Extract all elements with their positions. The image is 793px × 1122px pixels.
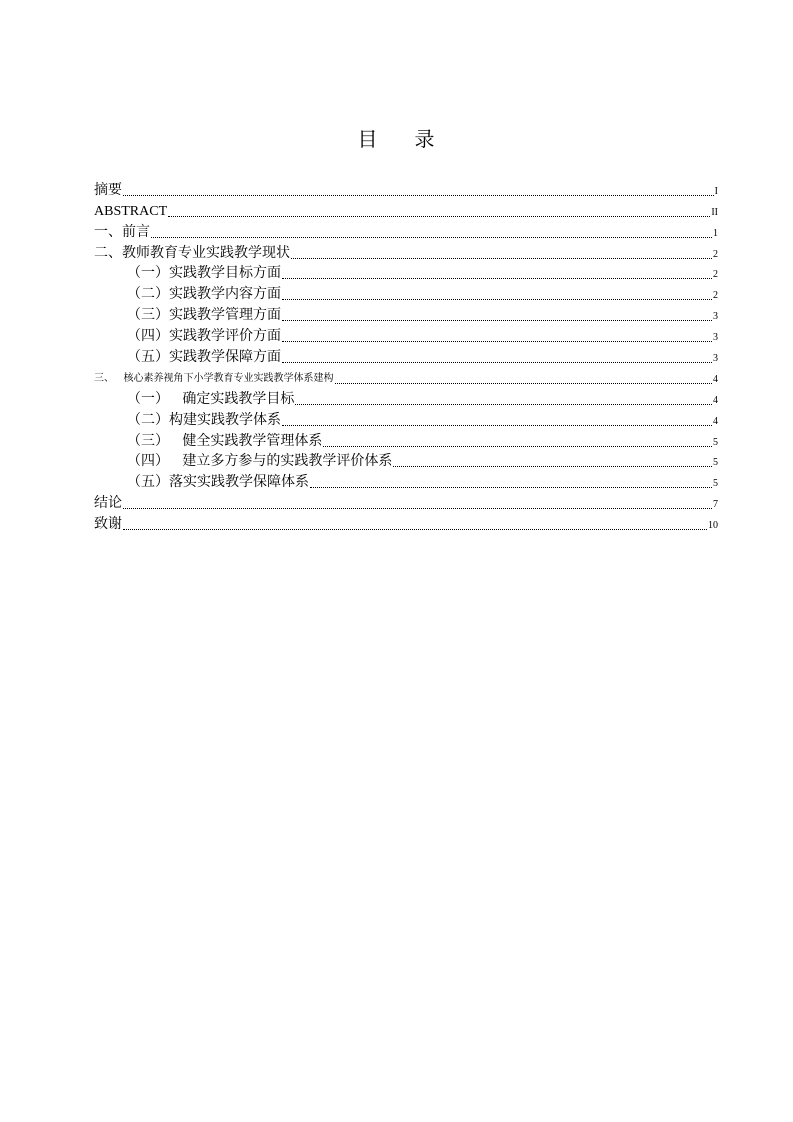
toc-entry-label: 致谢: [94, 516, 122, 533]
dot-leader: [323, 446, 712, 447]
toc-entry[interactable]: [94, 408, 718, 429]
toc-entry-label: （四）实践教学评价方面: [127, 328, 281, 345]
toc-entry-page-number: 5: [713, 457, 718, 469]
toc-entry-page-number: 2: [713, 248, 718, 260]
toc-entry[interactable]: [94, 282, 718, 303]
dot-leader: [151, 237, 712, 238]
toc-entry[interactable]: [94, 470, 718, 491]
dot-leader: [123, 195, 714, 196]
toc-entry[interactable]: [94, 178, 718, 199]
toc-entry-page-number: 5: [713, 436, 718, 448]
toc-entry[interactable]: [94, 429, 718, 450]
toc-entry-page-number: 4: [713, 373, 718, 385]
dot-leader: [282, 299, 712, 300]
toc-entry-page-number: 3: [713, 353, 718, 365]
page-title: [0, 126, 793, 152]
dot-leader: [282, 341, 712, 342]
toc-entry-label: 三、 核心素养视角下小学教育专业实践教学体系建构: [94, 372, 334, 384]
dot-leader: [310, 487, 712, 488]
title-char-1: 目: [357, 127, 379, 151]
dot-leader: [123, 529, 707, 530]
toc-entry[interactable]: [94, 345, 718, 366]
toc-entry[interactable]: [94, 241, 718, 262]
dot-leader: [282, 362, 712, 363]
dot-leader: [168, 216, 710, 217]
dot-leader: [295, 404, 712, 405]
dot-leader: [393, 466, 712, 467]
toc-entry-label: （五）落实实践教学保障体系: [127, 474, 309, 491]
toc-entry-page-number: 3: [713, 311, 718, 323]
toc-entry-label: 结论: [94, 495, 122, 512]
toc-entry-page-number: 3: [713, 332, 718, 344]
toc-entry-label: 一、前言: [94, 223, 150, 240]
toc-entry[interactable]: [94, 512, 718, 533]
toc-entry-label: （四） 建立多方参与的实践教学评价体系: [127, 453, 393, 470]
table-of-contents: [94, 178, 718, 533]
toc-entry[interactable]: [94, 450, 718, 471]
toc-entry[interactable]: [94, 199, 718, 220]
toc-entry[interactable]: [94, 303, 718, 324]
toc-entry-label: （一）实践教学目标方面: [127, 265, 281, 282]
toc-entry[interactable]: [94, 324, 718, 345]
toc-entry-page-number: 1: [713, 227, 718, 239]
toc-entry-page-number: 7: [713, 499, 718, 511]
dot-leader: [291, 258, 712, 259]
toc-entry[interactable]: [94, 387, 718, 408]
toc-entry-label: 二、教师教育专业实践教学现状: [94, 244, 290, 261]
toc-entry-page-number: 10: [708, 520, 718, 532]
toc-entry-page-number: 5: [713, 478, 718, 490]
title-char-2: 录: [414, 127, 436, 151]
dot-leader: [282, 278, 712, 279]
toc-entry-label: （三） 健全实践教学管理体系: [127, 432, 323, 449]
toc-entry-page-number: 2: [713, 269, 718, 281]
toc-entry-page-number: II: [711, 206, 718, 218]
toc-entry[interactable]: [94, 262, 718, 283]
toc-entry-label: （二）实践教学内容方面: [127, 286, 281, 303]
toc-entry[interactable]: [94, 491, 718, 512]
toc-entry-label: （五）实践教学保障方面: [127, 349, 281, 366]
toc-entry-label: （一） 确定实践教学目标: [127, 390, 295, 407]
dot-leader: [282, 320, 712, 321]
toc-entry-page-number: 2: [713, 290, 718, 302]
toc-entry[interactable]: [94, 220, 718, 241]
toc-entry[interactable]: [94, 366, 718, 387]
toc-entry-page-number: 4: [713, 415, 718, 427]
dot-leader: [335, 383, 712, 384]
toc-entry-label: 摘要: [94, 181, 122, 198]
toc-entry-label: （三）实践教学管理方面: [127, 307, 281, 324]
toc-entry-page-number: I: [714, 185, 718, 197]
toc-entry-label: ABSTRACT: [94, 203, 168, 219]
toc-entry-label: （二）构建实践教学体系: [127, 411, 281, 428]
dot-leader: [123, 508, 712, 509]
dot-leader: [282, 425, 712, 426]
toc-entry-page-number: 4: [713, 394, 718, 406]
